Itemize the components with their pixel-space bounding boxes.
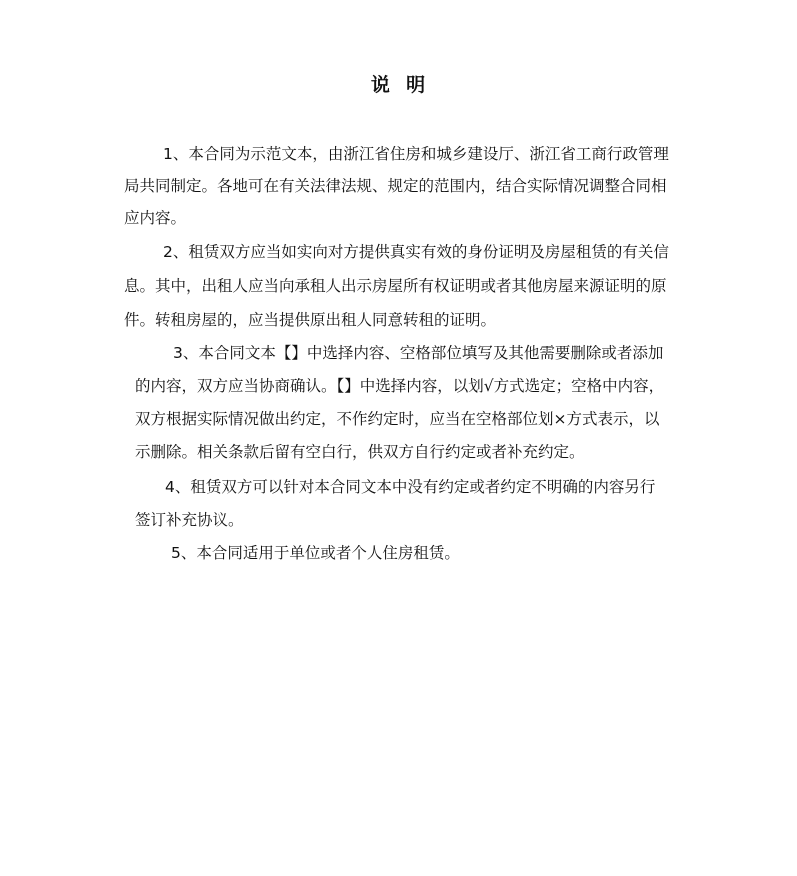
paragraph-3-line-4: 示删除。相关条款后留有空白行，供双方自行约定或者补充约定。 bbox=[135, 443, 585, 461]
paragraph-4-line-2: 签订补充协议。 bbox=[135, 511, 244, 529]
paragraph-2-line-1: 2、租赁双方应当如实向对方提供真实有效的身份证明及房屋租赁的有关信 bbox=[163, 243, 669, 261]
paragraph-2-line-3: 件。转租房屋的，应当提供原出租人同意转租的证明。 bbox=[124, 311, 497, 329]
paragraph-1-line-1: 1、本合同为示范文本，由浙江省住房和城乡建设厅、浙江省工商行政管理 bbox=[163, 145, 669, 163]
paragraph-1-line-2: 局共同制定。各地可在有关法律法规、规定的范围内，结合实际情况调整合同相 bbox=[124, 177, 667, 195]
paragraph-2-line-2: 息。其中，出租人应当向承租人出示房屋所有权证明或者其他房屋来源证明的原 bbox=[124, 277, 667, 295]
paragraph-1-line-3: 应内容。 bbox=[124, 209, 187, 227]
paragraph-4-line-1: 4、租赁双方可以针对本合同文本中没有约定或者约定不明确的内容另行 bbox=[165, 478, 656, 496]
paragraph-3-line-1: 3、本合同文本【】中选择内容、空格部位填写及其他需要删除或者添加 bbox=[173, 344, 664, 362]
paragraph-3-line-2: 的内容，双方应当协商确认。【】中选择内容，以划√方式选定；空格中内容， bbox=[135, 377, 665, 395]
paragraph-5-line-1: 5、本合同适用于单位或者个人住房租赁。 bbox=[171, 544, 460, 562]
paragraph-3-line-3: 双方根据实际情况做出约定，不作约定时，应当在空格部位划×方式表示，以 bbox=[135, 410, 660, 428]
document-title: 说 明 bbox=[370, 74, 427, 96]
